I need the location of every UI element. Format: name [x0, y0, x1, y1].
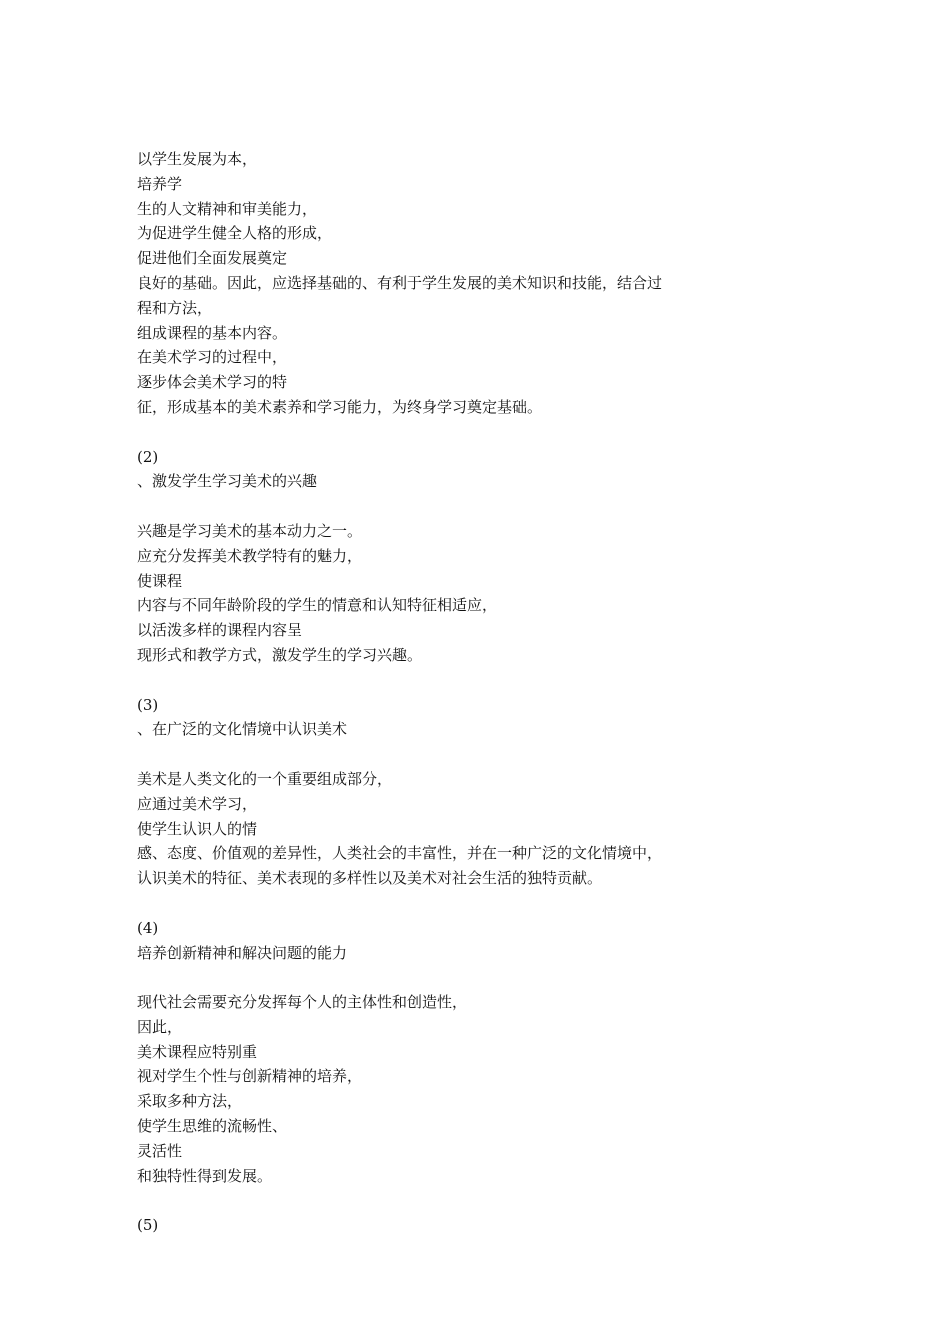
text-line: 程和方法，: [137, 298, 213, 317]
blank-line: [137, 494, 777, 519]
text-line: 使学生认识人的情: [137, 819, 258, 838]
section-number: (3): [137, 695, 159, 714]
text-line: 兴趣是学习美术的基本动力之一。: [137, 521, 363, 540]
text-line: 使学生思维的流畅性、: [137, 1117, 288, 1136]
blank-line: [137, 965, 777, 990]
text-line: 培养学: [137, 174, 183, 193]
section-heading: 、激发学生学习美术的兴趣: [137, 472, 318, 491]
text-line: 视对学生个性与创新精神的培养，: [137, 1067, 363, 1086]
section-2: [137, 445, 777, 668]
blank-line: [137, 668, 777, 693]
text-line: 灵活性: [137, 1141, 183, 1160]
intro-paragraph: [137, 147, 777, 420]
text-line: 内容与不同年龄阶段的学生的情意和认知特征相适应，: [137, 596, 498, 615]
text-line: 以学生发展为本，: [137, 150, 258, 168]
text-line: 在美术学习的过程中，: [137, 348, 288, 367]
section-number: (5): [137, 1216, 159, 1235]
text-line: 现形式和教学方式，激发学生的学习兴趣。: [137, 645, 423, 664]
section-number: (2): [137, 447, 159, 466]
text-line: 感、态度、价值观的差异性，人类社会的丰富性，并在一种广泛的文化情境中，: [137, 844, 663, 863]
section-5: [137, 1213, 777, 1238]
text-line: 组成课程的基本内容。: [137, 323, 288, 342]
text-line: 采取多种方法，: [137, 1092, 243, 1111]
text-line: 应通过美术学习，: [137, 794, 258, 813]
text-line: 以活泼多样的课程内容呈: [137, 621, 303, 640]
section-heading: 培养创新精神和解决问题的能力: [137, 943, 348, 962]
text-line: 使课程: [137, 571, 183, 590]
text-line: 应充分发挥美术教学特有的魅力，: [137, 546, 363, 565]
text-line: 现代社会需要充分发挥每个人的主体性和创造性，: [137, 993, 468, 1012]
section-4: [137, 916, 777, 1189]
text-line: 征，形成基本的美术素养和学习能力，为终身学习奠定基础。: [137, 397, 543, 416]
text-line: 生的人文精神和审美能力，: [137, 199, 318, 218]
text-line: 为促进学生健全人格的形成，: [137, 224, 333, 243]
section-3: [137, 693, 777, 891]
text-line: 促进他们全面发展奠定: [137, 249, 288, 268]
text-line: 美术是人类文化的一个重要组成部分，: [137, 769, 393, 788]
section-heading: 、在广泛的文化情境中认识美术: [137, 720, 348, 739]
section-number: (4): [137, 918, 159, 937]
text-line: 美术课程应特别重: [137, 1042, 258, 1061]
blank-line: [137, 742, 777, 767]
text-line: 和独特性得到发展。: [137, 1166, 273, 1185]
text-line: 良好的基础。因此，应选择基础的、有利于学生发展的美术知识和技能，结合过: [137, 273, 663, 292]
text-line: 因此，: [137, 1017, 183, 1036]
text-line: 认识美术的特征、美术表现的多样性以及美术对社会生活的独特贡献。: [137, 869, 603, 888]
document-body: [137, 147, 777, 1238]
blank-line: [137, 891, 777, 916]
text-line: 逐步体会美术学习的特: [137, 373, 288, 392]
blank-line: [137, 1188, 777, 1213]
blank-line: [137, 420, 777, 445]
